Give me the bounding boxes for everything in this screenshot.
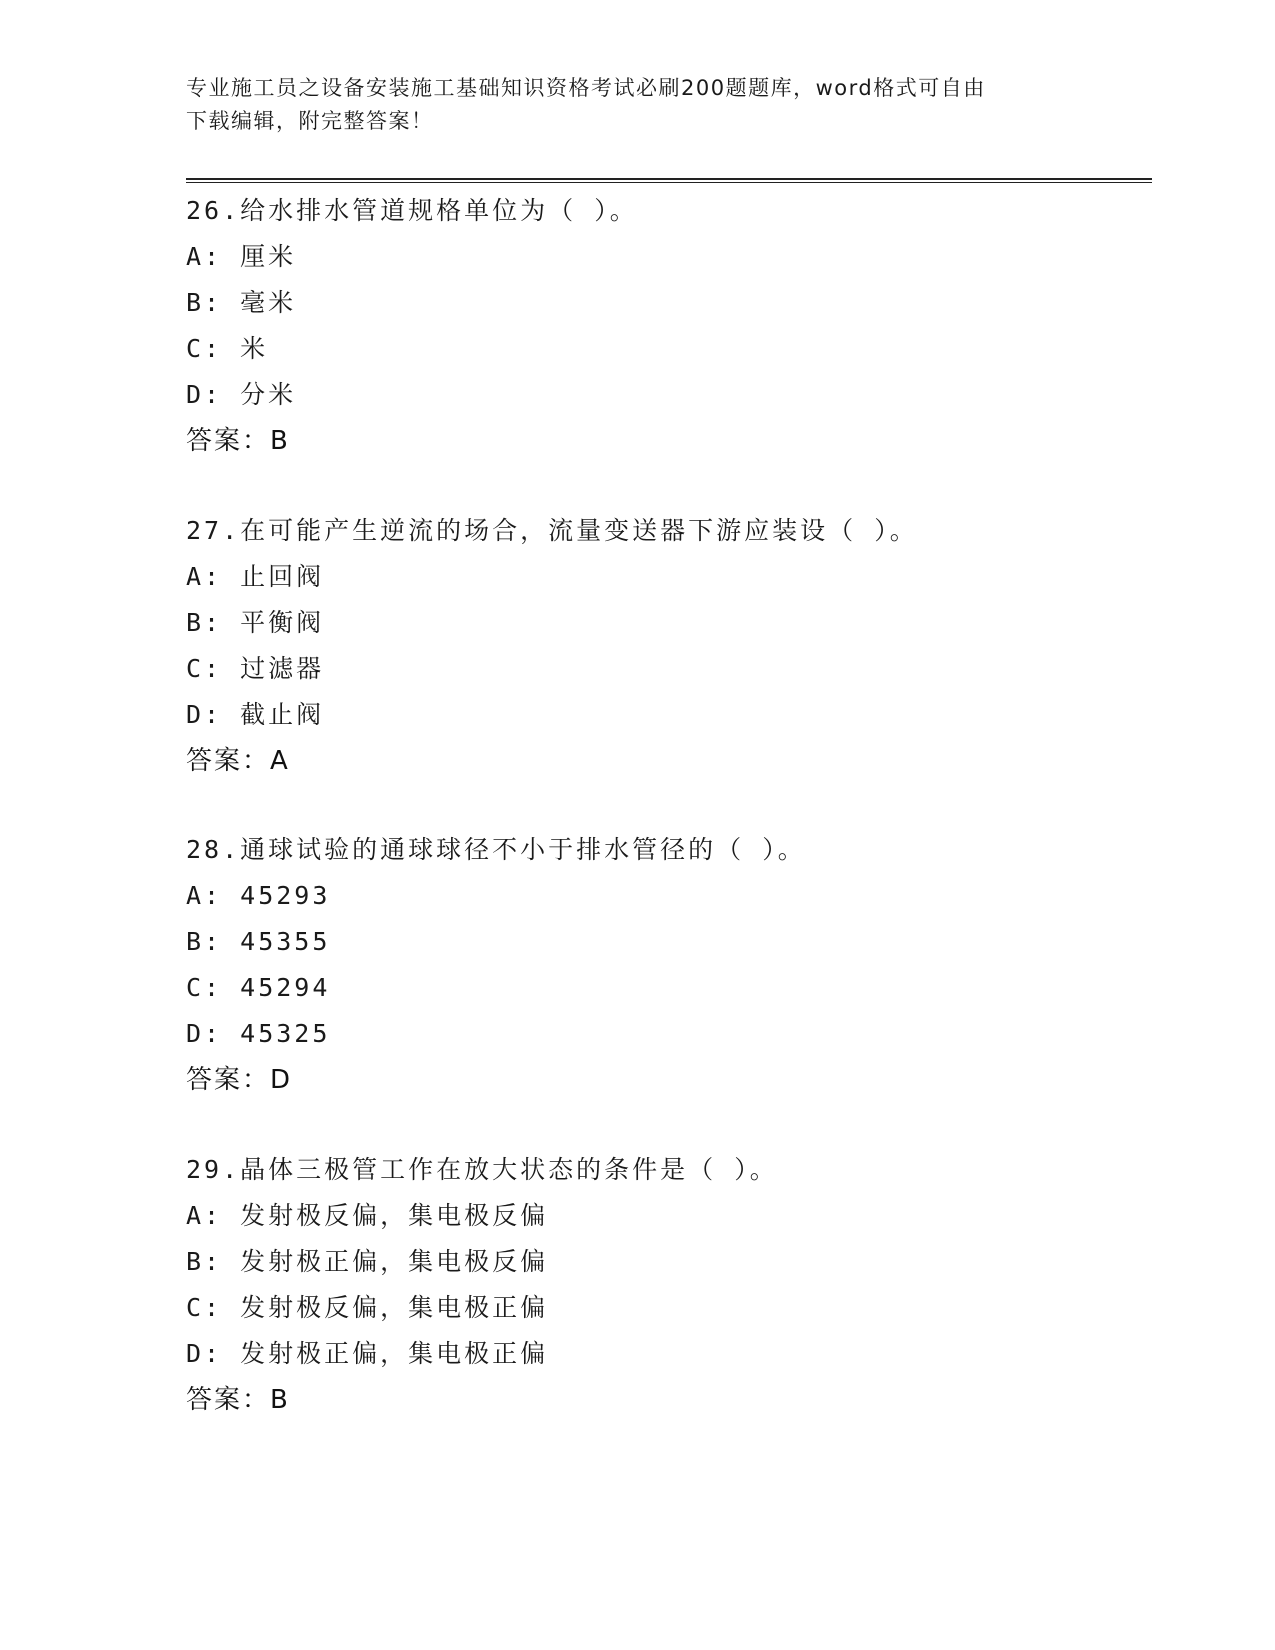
option-d: D: 发射极正偏，集电极正偏 [186, 1339, 549, 1368]
document-header [186, 72, 1086, 138]
answer-line: 答案：B [186, 426, 290, 456]
option-b: B: 45355 [186, 927, 331, 956]
option-a: A: 45293 [186, 881, 331, 910]
question-27 [186, 508, 1166, 784]
option-b: B: 毫米 [186, 288, 297, 317]
option-d: D: 截止阀 [186, 700, 325, 729]
option-c: C: 45294 [186, 973, 331, 1002]
header-line-1: 专业施工员之设备安装施工基础知识资格考试必刷200题题库，word格式可自由 [186, 76, 986, 100]
option-b: B: 发射极正偏，集电极反偏 [186, 1247, 549, 1276]
header-line-2: 下载编辑，附完整答案！ [186, 109, 434, 133]
option-c: C: 米 [186, 334, 269, 363]
question-stem: 29.晶体三极管工作在放大状态的条件是（ ）。 [186, 1155, 778, 1184]
question-29 [186, 1147, 1166, 1423]
option-a: A: 止回阀 [186, 562, 325, 591]
answer-line: 答案：A [186, 746, 290, 776]
question-stem: 27.在可能产生逆流的场合，流量变送器下游应装设（ ）。 [186, 516, 918, 545]
question-28 [186, 827, 1166, 1103]
header-divider-thin [186, 182, 1152, 183]
option-d: D: 分米 [186, 380, 297, 409]
question-stem: 26.给水排水管道规格单位为（ ）。 [186, 196, 638, 225]
option-a: A: 发射极反偏，集电极反偏 [186, 1201, 549, 1230]
header-divider-thick [186, 178, 1152, 180]
option-a: A: 厘米 [186, 242, 297, 271]
answer-line: 答案：D [186, 1065, 293, 1095]
answer-line: 答案：B [186, 1385, 290, 1415]
option-d: D: 45325 [186, 1019, 331, 1048]
question-26 [186, 188, 1166, 464]
option-b: B: 平衡阀 [186, 608, 325, 637]
option-c: C: 过滤器 [186, 654, 325, 683]
option-c: C: 发射极反偏，集电极正偏 [186, 1293, 549, 1322]
question-stem: 28.通球试验的通球球径不小于排水管径的（ ）。 [186, 835, 806, 864]
